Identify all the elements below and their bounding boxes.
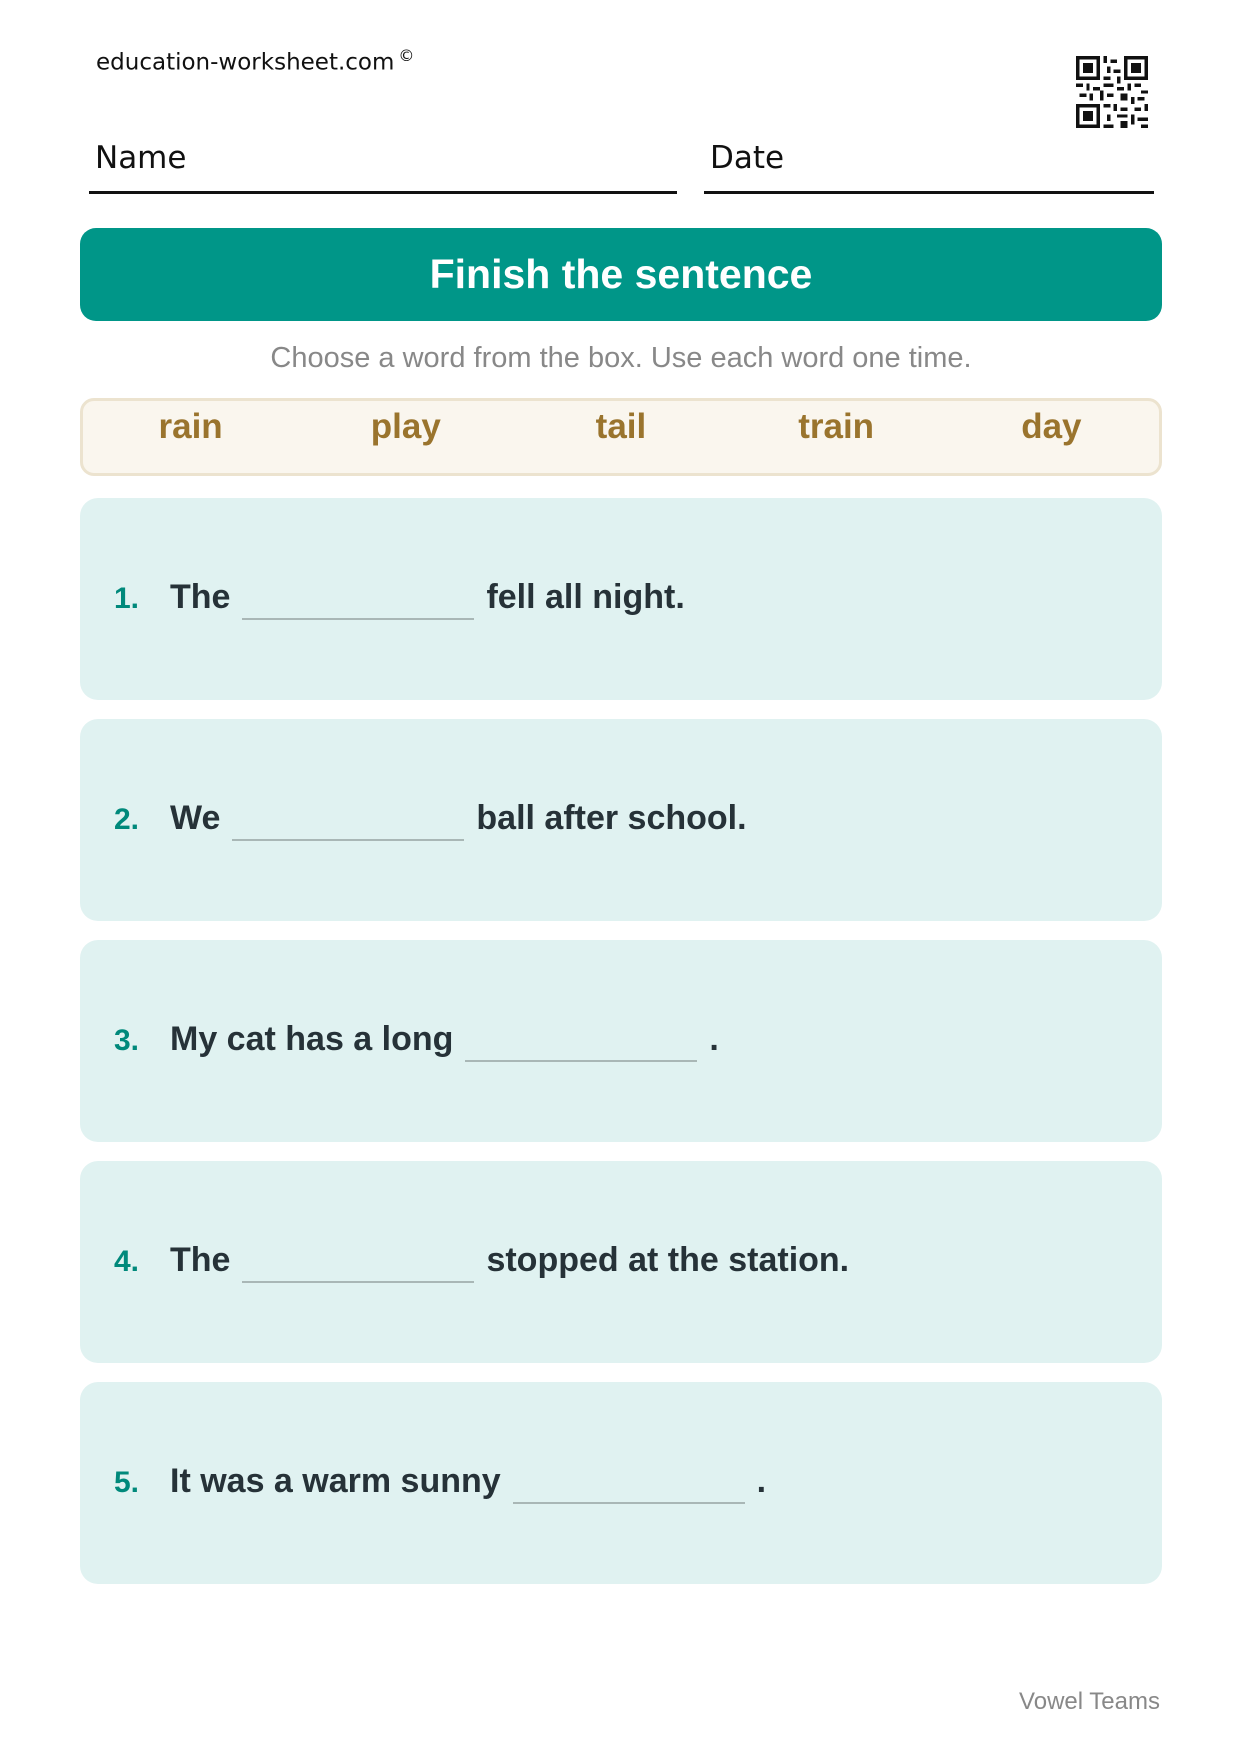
worksheet-title: Finish the sentence	[80, 228, 1162, 321]
question-after: stopped at the station.	[486, 1241, 850, 1279]
copyright-mark: ©	[398, 46, 415, 65]
question-after: .	[709, 1020, 719, 1058]
answer-blank[interactable]	[465, 1030, 697, 1062]
word-bank	[80, 398, 1162, 476]
question-after: .	[756, 1462, 767, 1500]
footer-topic: Vowel Teams	[1019, 1688, 1160, 1715]
word-bank-item: train	[798, 407, 875, 446]
date-label: Date	[710, 140, 785, 176]
question-before: We	[170, 799, 221, 837]
question-text	[170, 799, 747, 841]
question-card-5	[80, 1382, 1162, 1584]
word-bank-item: play	[370, 407, 441, 446]
question-before: My cat has a long	[170, 1020, 454, 1058]
name-field[interactable]	[89, 140, 677, 194]
question-card-3	[80, 940, 1162, 1142]
word-bank-item: day	[1021, 407, 1082, 446]
question-number: 5.	[114, 1466, 140, 1499]
question-number: 1.	[114, 582, 140, 615]
instructions: Choose a word from the box. Use each word one time.	[270, 342, 972, 374]
question-text	[170, 1020, 719, 1062]
question-number: 2.	[114, 803, 140, 836]
name-label: Name	[95, 140, 187, 176]
question-before: The	[170, 1241, 231, 1279]
question-card-1	[80, 498, 1162, 700]
answer-blank[interactable]	[242, 588, 474, 620]
answer-blank[interactable]	[232, 809, 464, 841]
question-card-2	[80, 719, 1162, 921]
answer-blank[interactable]	[242, 1251, 474, 1283]
question-after: fell all night.	[486, 578, 685, 616]
question-number: 3.	[114, 1024, 140, 1057]
answer-blank[interactable]	[513, 1472, 745, 1504]
question-text	[170, 1241, 849, 1283]
date-field[interactable]	[704, 140, 1154, 194]
question-after: ball after school.	[476, 799, 747, 837]
word-bank-item: tail	[595, 407, 647, 446]
site-name	[96, 46, 414, 76]
question-card-4	[80, 1161, 1162, 1363]
question-before: It was a warm sunny	[170, 1462, 501, 1500]
site-label: education-worksheet.com	[96, 49, 395, 76]
question-number: 4.	[114, 1245, 140, 1278]
question-text	[170, 1462, 766, 1504]
qr-code-icon	[1076, 56, 1148, 128]
question-text	[170, 578, 685, 620]
word-bank-item: rain	[158, 407, 223, 446]
question-before: The	[170, 578, 231, 616]
